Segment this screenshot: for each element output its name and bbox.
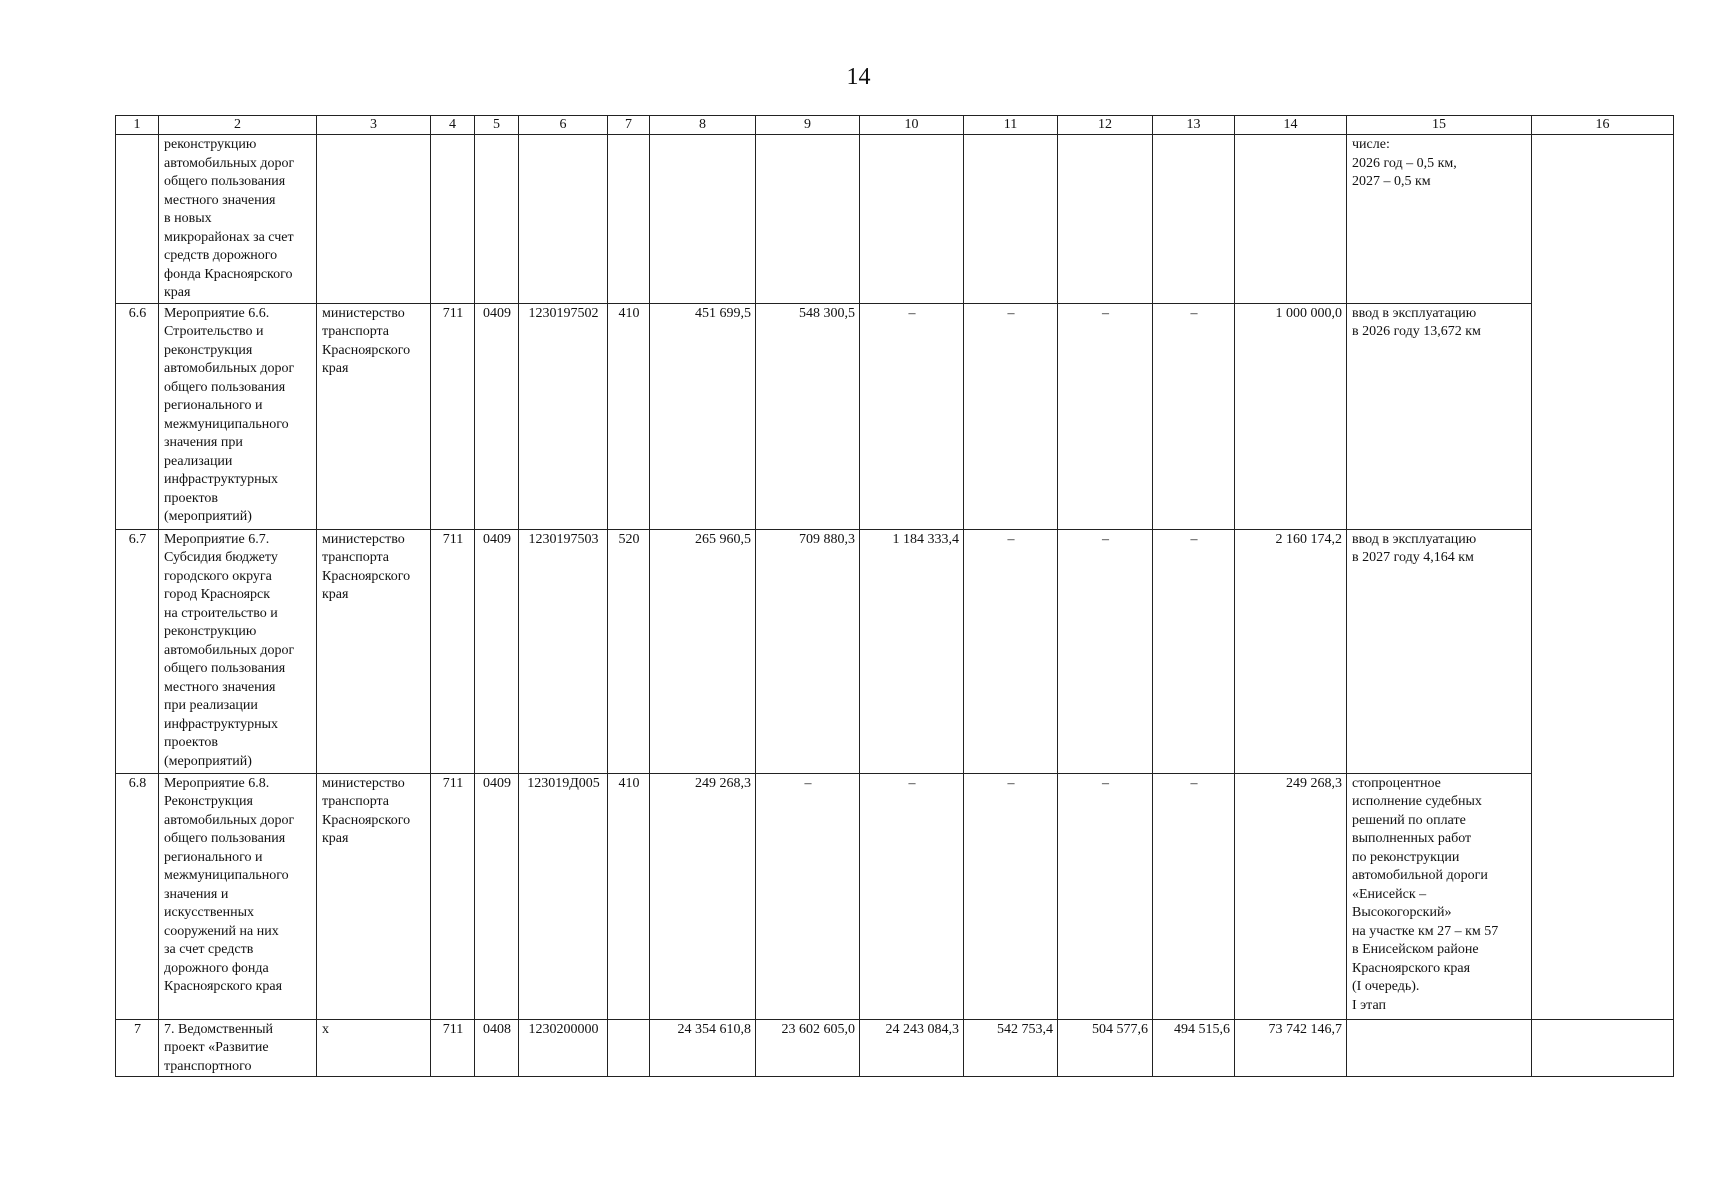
cell-rzpr: 0408 [475,1019,519,1077]
cell-csr: 123019Д005 [519,773,608,1019]
column-header: 2 [159,116,317,135]
measure-name: реконструкцию автомобильных дорог общего пользования местного значения в новых микрорайонах за счет средств дорожного фонда Красноярского края [159,135,317,304]
expected-result [1347,1019,1532,1077]
cell-csr [519,135,608,304]
cell-amount: – [1153,773,1235,1019]
column-16-cell [1532,135,1674,1020]
cell-amount [650,135,756,304]
cell-grbs: 711 [431,529,475,773]
column-header: 8 [650,116,756,135]
cell-amount: 24 243 084,3 [860,1019,964,1077]
column-header: 1 [116,116,159,135]
executor [317,135,431,304]
page-number: 14 [846,64,871,90]
column-header: 5 [475,116,519,135]
column-header: 16 [1532,116,1674,135]
executor: министерство транспорта Красноярского края [317,529,431,773]
column-header: 13 [1153,116,1235,135]
measure-name: Мероприятие 6.6. Строительство и реконструкция автомобильных дорог общего пользования регионального и межмуниципального значения при реализации инфраструктурных проектов (мероприятий) [159,303,317,529]
cell-amount: – [1153,529,1235,773]
table-row [116,529,1674,773]
cell-amount: – [1058,303,1153,529]
measure-name: Мероприятие 6.7. Субсидия бюджету городского округа город Красноярск на строительство и реконструкцию автомобильных дорог общего пользования местного значения при реализации инфраструктурных проектов (мероприятий) [159,529,317,773]
cell-amount: – [1058,529,1153,773]
cell-total [1235,135,1347,304]
executor: министерство транспорта Красноярского края [317,303,431,529]
measure-name: 7. Ведомственный проект «Развитие транспортного [159,1019,317,1077]
expected-result: ввод в эксплуатацию в 2027 году 4,164 км [1347,529,1532,773]
cell-rzpr [475,135,519,304]
cell-grbs: 711 [431,303,475,529]
cell-amount: – [756,773,860,1019]
column-header: 7 [608,116,650,135]
cell-rzpr: 0409 [475,529,519,773]
cell-amount: – [964,529,1058,773]
column-header: 11 [964,116,1058,135]
column-number-row [116,116,1674,135]
cell-vr: 410 [608,773,650,1019]
cell-amount: 504 577,6 [1058,1019,1153,1077]
cell-vr [608,1019,650,1077]
cell-amount: 265 960,5 [650,529,756,773]
cell-amount: 23 602 605,0 [756,1019,860,1077]
column-16-cell [1532,1019,1674,1077]
row-number: 7 [116,1019,159,1077]
cell-total: 73 742 146,7 [1235,1019,1347,1077]
program-table [115,115,1674,1077]
column-header: 12 [1058,116,1153,135]
cell-rzpr: 0409 [475,303,519,529]
column-header: 4 [431,116,475,135]
row-number: 6.8 [116,773,159,1019]
cell-vr [608,135,650,304]
column-header: 9 [756,116,860,135]
cell-csr: 1230200000 [519,1019,608,1077]
cell-total: 1 000 000,0 [1235,303,1347,529]
measure-name: Мероприятие 6.8. Реконструкция автомобильных дорог общего пользования регионального и межмуниципального значения и искусственных сооружений на них за счет средств дорожного фонда Красноярского края [159,773,317,1019]
cell-grbs: 711 [431,773,475,1019]
cell-amount: 249 268,3 [650,773,756,1019]
row-number: 6.6 [116,303,159,529]
cell-amount: 542 753,4 [964,1019,1058,1077]
table-row [116,303,1674,529]
cell-amount: – [1058,773,1153,1019]
row-number: 6.7 [116,529,159,773]
cell-amount [1153,135,1235,304]
cell-amount: 494 515,6 [1153,1019,1235,1077]
cell-amount: 1 184 333,4 [860,529,964,773]
cell-amount [964,135,1058,304]
expected-result: числе: 2026 год – 0,5 км, 2027 – 0,5 км [1347,135,1532,304]
cell-vr: 520 [608,529,650,773]
cell-csr: 1230197502 [519,303,608,529]
table-row [116,773,1674,1019]
cell-grbs: 711 [431,1019,475,1077]
column-header: 3 [317,116,431,135]
cell-amount: – [860,773,964,1019]
cell-amount: 709 880,3 [756,529,860,773]
cell-amount [860,135,964,304]
cell-vr: 410 [608,303,650,529]
table-row [116,135,1674,304]
cell-total: 249 268,3 [1235,773,1347,1019]
cell-amount: 24 354 610,8 [650,1019,756,1077]
cell-amount [1058,135,1153,304]
expected-result: стопроцентное исполнение судебных решений по оплате выполненных работ по реконструкции автомобильной дороги «Енисейск – Высокогорский» на участке км 27 – км 57 в Енисейском районе Красноярского края (I очередь). I этап [1347,773,1532,1019]
cell-amount: 451 699,5 [650,303,756,529]
row-number [116,135,159,304]
executor: х [317,1019,431,1077]
cell-amount: – [964,773,1058,1019]
executor: министерство транспорта Красноярского края [317,773,431,1019]
cell-rzpr: 0409 [475,773,519,1019]
expected-result: ввод в эксплуатацию в 2026 году 13,672 км [1347,303,1532,529]
cell-amount: 548 300,5 [756,303,860,529]
column-header: 6 [519,116,608,135]
cell-csr: 1230197503 [519,529,608,773]
cell-amount: – [964,303,1058,529]
cell-total: 2 160 174,2 [1235,529,1347,773]
cell-amount: – [860,303,964,529]
cell-amount: – [1153,303,1235,529]
table-row [116,1019,1674,1077]
column-header: 14 [1235,116,1347,135]
column-header: 10 [860,116,964,135]
cell-grbs [431,135,475,304]
column-header: 15 [1347,116,1532,135]
cell-amount [756,135,860,304]
